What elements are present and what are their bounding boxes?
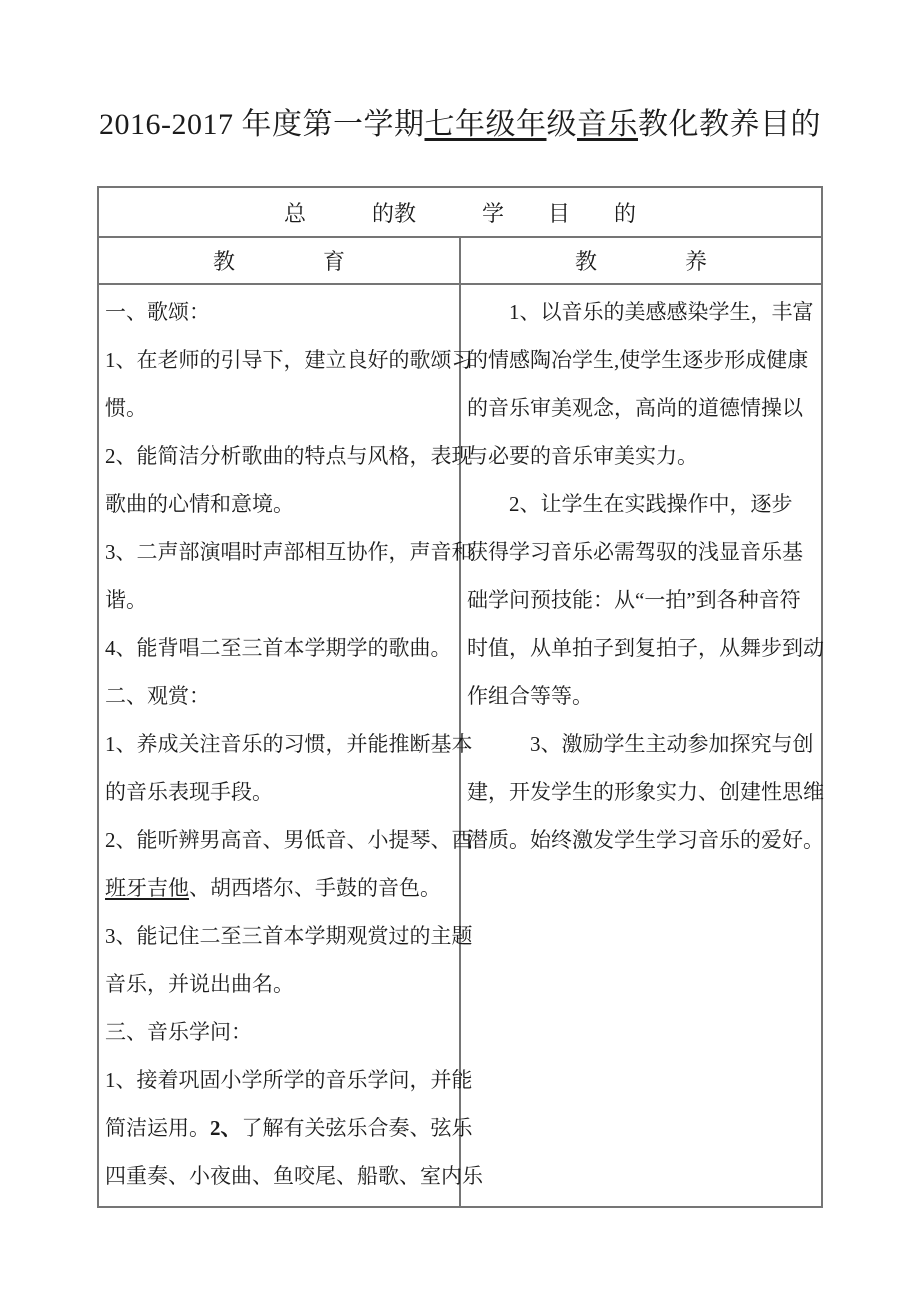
text-segment: 简洁运用。	[105, 1116, 210, 1140]
text-line	[105, 480, 457, 528]
text-line	[105, 624, 457, 672]
text-segment: 获得学习音乐必需驾驭的浅显音乐基	[467, 540, 803, 564]
text-segment: 谐。	[105, 588, 147, 612]
text-segment: 3、二声部演唱时声部相互协作，声音和	[105, 540, 473, 564]
text-segment: 教化教养目的	[638, 108, 821, 141]
text-line	[467, 816, 824, 864]
text-segment: 二、观赏：	[105, 684, 210, 708]
text-segment: 级	[546, 108, 577, 141]
text-segment: 3、激励学生主动参加探究与创	[467, 732, 814, 756]
document-title	[0, 0, 920, 146]
text-segment: 3、能记住二至三首本学期观赏过的主题	[105, 924, 473, 948]
text-segment: 歌曲的心情和意境。	[105, 492, 294, 516]
text-segment: 1、接着巩固小学所学的音乐学问，并能	[105, 1068, 473, 1092]
text-segment: 1、养成关注音乐的习惯，并能推断基本	[105, 732, 473, 756]
text-segment: 的音乐审美观念，高尚的道德情操以	[467, 396, 803, 420]
text-segment: 与必要的音乐审美实力。	[467, 444, 698, 468]
underlined-text: 音乐	[577, 108, 638, 141]
text-segment: 的情感陶冶学生,使学生逐步形成健康	[467, 348, 809, 372]
text-segment: 四重奏、小夜曲、鱼咬尾、船歌、室内乐	[105, 1164, 483, 1188]
text-segment: 2016-2017 年度第一学期	[99, 108, 425, 141]
text-segment: 2、能简洁分析歌曲的特点与风格，表现	[105, 444, 473, 468]
teaching-goals-table	[97, 186, 823, 1208]
text-segment: 的音乐表现手段。	[105, 780, 273, 804]
text-line	[467, 480, 819, 528]
table-main-header-row	[98, 187, 822, 237]
underlined-text: 七年级年	[424, 108, 547, 141]
text-line	[467, 624, 824, 672]
text-segment: 1、以音乐的美感感染学生，丰富	[467, 300, 814, 324]
text-line	[105, 1008, 457, 1056]
text-line	[105, 816, 473, 864]
cultivation-goals-cell	[460, 284, 822, 1207]
bold-text: 2、	[210, 1116, 242, 1140]
text-segment: 三、音乐学问：	[105, 1020, 252, 1044]
text-segment: 2、能听辨男高音、男低音、小提琴、酉	[105, 828, 473, 852]
table-main-header: 总 的教 学 目 的	[98, 187, 822, 237]
column-header-cultivation: 教 养	[460, 237, 822, 284]
text-segment: 了解有关弦乐合奏、弦乐	[241, 1116, 473, 1140]
text-line	[467, 432, 819, 480]
text-line	[105, 1056, 473, 1104]
underlined-text: 班牙吉他	[105, 876, 189, 900]
education-goals-cell	[98, 284, 483, 1207]
text-segment: 一、歌颂：	[105, 300, 210, 324]
text-line	[105, 432, 473, 480]
text-line	[105, 960, 457, 1008]
text-line	[105, 528, 473, 576]
text-line	[105, 864, 457, 912]
text-segment: 潜质。始终激发学生学习音乐的爱好。	[467, 828, 824, 852]
text-line	[467, 672, 819, 720]
text-segment: 音乐，并说出曲名。	[105, 972, 294, 996]
text-line	[105, 672, 457, 720]
text-line	[467, 768, 824, 816]
text-segment: 1、在老师的引导下，建立良好的歌颂习	[105, 348, 473, 372]
text-line	[105, 1104, 473, 1152]
text-line	[467, 720, 819, 768]
text-segment: 惯。	[105, 396, 147, 420]
text-segment: 作组合等等。	[467, 684, 593, 708]
text-line	[105, 720, 473, 768]
text-segment: 2、让学生在实践操作中，逐步	[467, 492, 793, 516]
text-line	[467, 384, 819, 432]
text-line	[105, 576, 457, 624]
text-line	[105, 336, 473, 384]
table-subheader-row	[98, 237, 822, 284]
text-line	[105, 384, 457, 432]
text-segment: 础学问预技能：从“一拍”到各种音符	[467, 588, 801, 612]
text-segment: 、胡西塔尔、手鼓的音色。	[189, 876, 441, 900]
text-line	[105, 912, 473, 960]
text-line	[105, 288, 457, 336]
text-line	[105, 1152, 483, 1200]
text-segment: 时值，从单拍子到复拍子，从舞步到动	[467, 636, 824, 660]
text-line	[467, 288, 819, 336]
text-segment: 建，开发学生的形象实力、创建性思维	[467, 780, 824, 804]
text-line	[467, 528, 819, 576]
column-header-education: 教 育	[98, 237, 460, 284]
text-line	[105, 768, 457, 816]
text-line	[467, 336, 819, 384]
text-segment: 4、能背唱二至三首本学期学的歌曲。	[105, 636, 452, 660]
table-body-row	[98, 284, 822, 1207]
text-line	[467, 576, 819, 624]
